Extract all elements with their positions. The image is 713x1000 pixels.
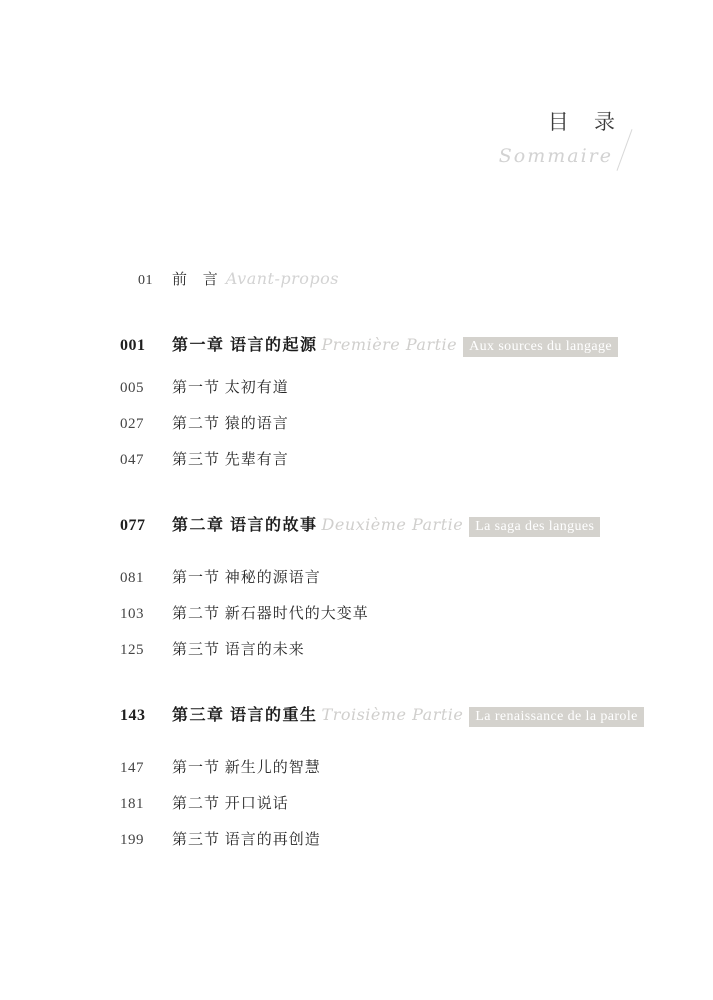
toc-page-number: 103 — [120, 606, 144, 622]
toc-entry-section[interactable] — [0, 566, 713, 602]
toc-entry-label: 第二节 开口说话 — [172, 796, 289, 812]
toc-entry-section[interactable] — [0, 376, 713, 412]
spacer — [0, 312, 713, 322]
toc-entry-section[interactable] — [0, 448, 713, 484]
toc-page-number: 01 — [138, 273, 153, 288]
toc-page-number: 027 — [120, 416, 144, 432]
toc-entry-chapter-1[interactable] — [0, 332, 713, 376]
page-title: 目 录 — [547, 110, 625, 134]
toc-entry-label: 第三节 语言的未来 — [172, 642, 305, 658]
toc-entry-label: 前 言 — [172, 272, 224, 288]
toc-entry-french: Troisième Partie — [321, 705, 464, 724]
toc-header — [327, 110, 627, 167]
toc-entry-label: 第三节 先辈有言 — [172, 452, 289, 468]
toc-page-number: 143 — [120, 707, 146, 724]
toc-entry-french: Première Partie — [321, 335, 458, 354]
toc-entry-label: 第一节 神秘的源语言 — [172, 570, 321, 586]
toc-list — [0, 268, 713, 864]
toc-entry-french: Avant-propos — [225, 269, 339, 288]
toc-page-number: 077 — [120, 517, 146, 534]
toc-page-number: 181 — [120, 796, 144, 812]
toc-entry-chapter-2[interactable] — [0, 512, 713, 556]
toc-entry-label: 第二章 语言的故事 — [172, 517, 318, 534]
spacer — [0, 556, 713, 566]
toc-entry-section[interactable] — [0, 602, 713, 638]
toc-entry-french-badge: La renaissance de la parole — [469, 707, 643, 727]
toc-entry-label: 第二节 猿的语言 — [172, 416, 289, 432]
toc-entry-section[interactable] — [0, 412, 713, 448]
toc-page-number: 199 — [120, 832, 144, 848]
spacer — [0, 674, 713, 692]
toc-entry-label: 第一节 新生儿的智慧 — [172, 760, 321, 776]
toc-entry-section[interactable] — [0, 638, 713, 674]
spacer — [0, 484, 713, 502]
toc-page-number: 005 — [120, 380, 144, 396]
toc-entry-label: 第三节 语言的再创造 — [172, 832, 321, 848]
toc-entry-label: 第三章 语言的重生 — [172, 707, 318, 724]
toc-entry-label: 第一节 太初有道 — [172, 380, 289, 396]
toc-entry-section[interactable] — [0, 792, 713, 828]
toc-entry-preface[interactable] — [0, 268, 713, 312]
toc-entry-french-badge: La saga des langues — [469, 517, 600, 537]
toc-entry-label: 第一章 语言的起源 — [172, 337, 318, 354]
toc-page-number: 081 — [120, 570, 144, 586]
toc-page-number: 047 — [120, 452, 144, 468]
toc-entry-french: Deuxième Partie — [321, 515, 464, 534]
toc-entry-french-badge: Aux sources du langage — [463, 337, 618, 357]
toc-entry-section[interactable] — [0, 828, 713, 864]
toc-entry-section[interactable] — [0, 756, 713, 792]
toc-entry-label: 第二节 新石器时代的大变革 — [172, 606, 369, 622]
toc-page-number: 125 — [120, 642, 144, 658]
toc-entry-chapter-3[interactable] — [0, 702, 713, 746]
toc-page-number: 147 — [120, 760, 144, 776]
page-subtitle-french: Sommaire — [498, 145, 613, 168]
toc-page-number: 001 — [120, 337, 146, 354]
spacer — [0, 746, 713, 756]
